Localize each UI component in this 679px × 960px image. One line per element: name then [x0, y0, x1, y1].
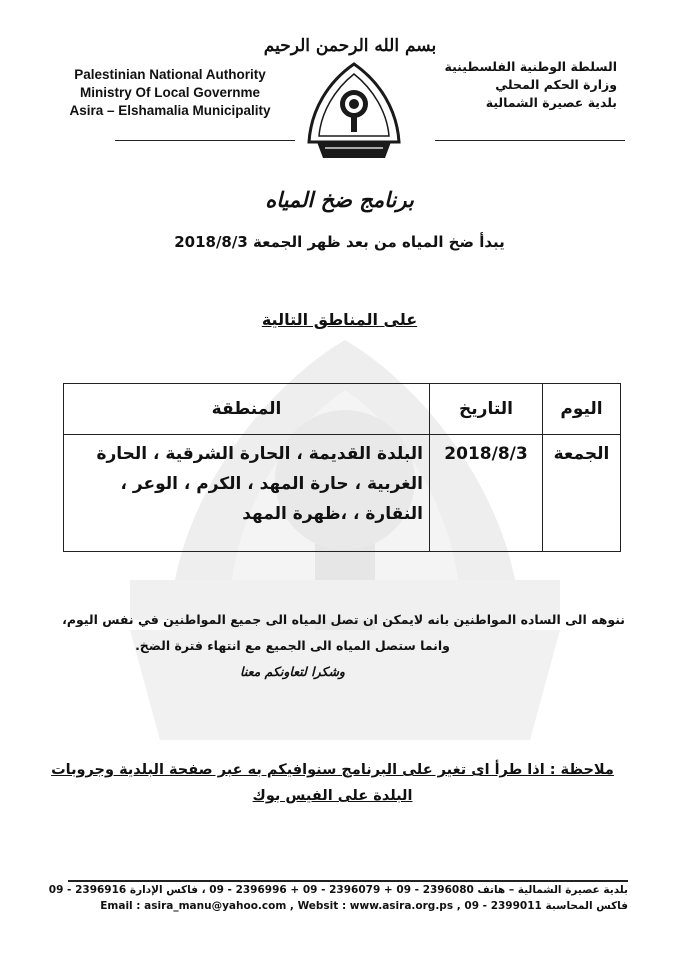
header-divider-right	[435, 140, 625, 141]
en-line-municipality: Asira – Elshamalia Municipality	[69, 103, 271, 118]
note-line-1: ملاحظة : اذا طرأ اى تغير على البرنامج سنوافيكم به عبر صفحة البلدية وجروبات	[51, 762, 614, 778]
ar-line-municipality: بلدية عصيرة الشمالية	[485, 95, 617, 110]
document-subtitle: يبدأ ضخ المياه من بعد ظهر الجمعة 2018/8/3	[174, 233, 505, 251]
basmala: بسم الله الرحمن الرحيم	[263, 36, 437, 56]
municipality-seal-icon	[303, 62, 405, 160]
header-date: التاريخ	[430, 384, 543, 435]
cell-day: الجمعة	[543, 435, 621, 552]
schedule-table	[63, 383, 621, 552]
header-day: اليوم	[543, 384, 621, 435]
arabic-header	[427, 58, 617, 112]
footer-web-line: فاكس المحاسبة 2399011 - 09 , Email : asira_manu@yahoo.com , Websit : www.asira.org.ps	[100, 900, 628, 912]
en-line-authority: Palestinian National Authority	[74, 67, 266, 82]
document-title: برنامج ضخ المياه	[265, 188, 414, 212]
notice-line-1: ننوهه الى الساده المواطنين بانه لايمكن ان تصل المياه الى جميع المواطنين في نفس اليوم،	[62, 612, 625, 627]
notice-block	[40, 607, 625, 685]
header-divider-left	[115, 140, 295, 141]
cell-area: البلدة القديمة ، الحارة الشرقية ، الحارة الغربية ، حارة المهد ، الكرم ، الوعر ، النقارة ، ،ظهرة المهد	[64, 435, 430, 552]
notice-line-2: وانما ستصل المياه الى الجميع مع انتهاء فترة الضخ.	[135, 638, 450, 653]
note-line-2: البلدة على الفيس بوك	[252, 788, 413, 804]
areas-heading	[0, 310, 679, 329]
table-row	[64, 435, 621, 552]
cell-date: 2018/8/3	[430, 435, 543, 552]
note-block	[40, 757, 625, 809]
footer-contact-line: بلدية عصيرة الشمالية – هاتف 2396080 - 09 + 2396079 - 09 + 2396996 - 09 ، فاكس الإدارة 2396916 - 09	[48, 884, 628, 896]
header-area: المنطقة	[64, 384, 430, 435]
ar-line-authority: السلطة الوطنية الفلسطينية	[444, 59, 617, 74]
footer-divider	[68, 880, 628, 882]
areas-heading-text: على المناطق التالية	[261, 310, 418, 329]
en-line-ministry: Ministry Of Local Governme	[79, 85, 261, 100]
ar-line-ministry: وزارة الحكم المحلي	[495, 77, 617, 92]
english-header	[50, 66, 290, 120]
table-header-row	[64, 384, 621, 435]
thanks-line: وشكرا لتعاونكم معنا	[240, 664, 345, 679]
